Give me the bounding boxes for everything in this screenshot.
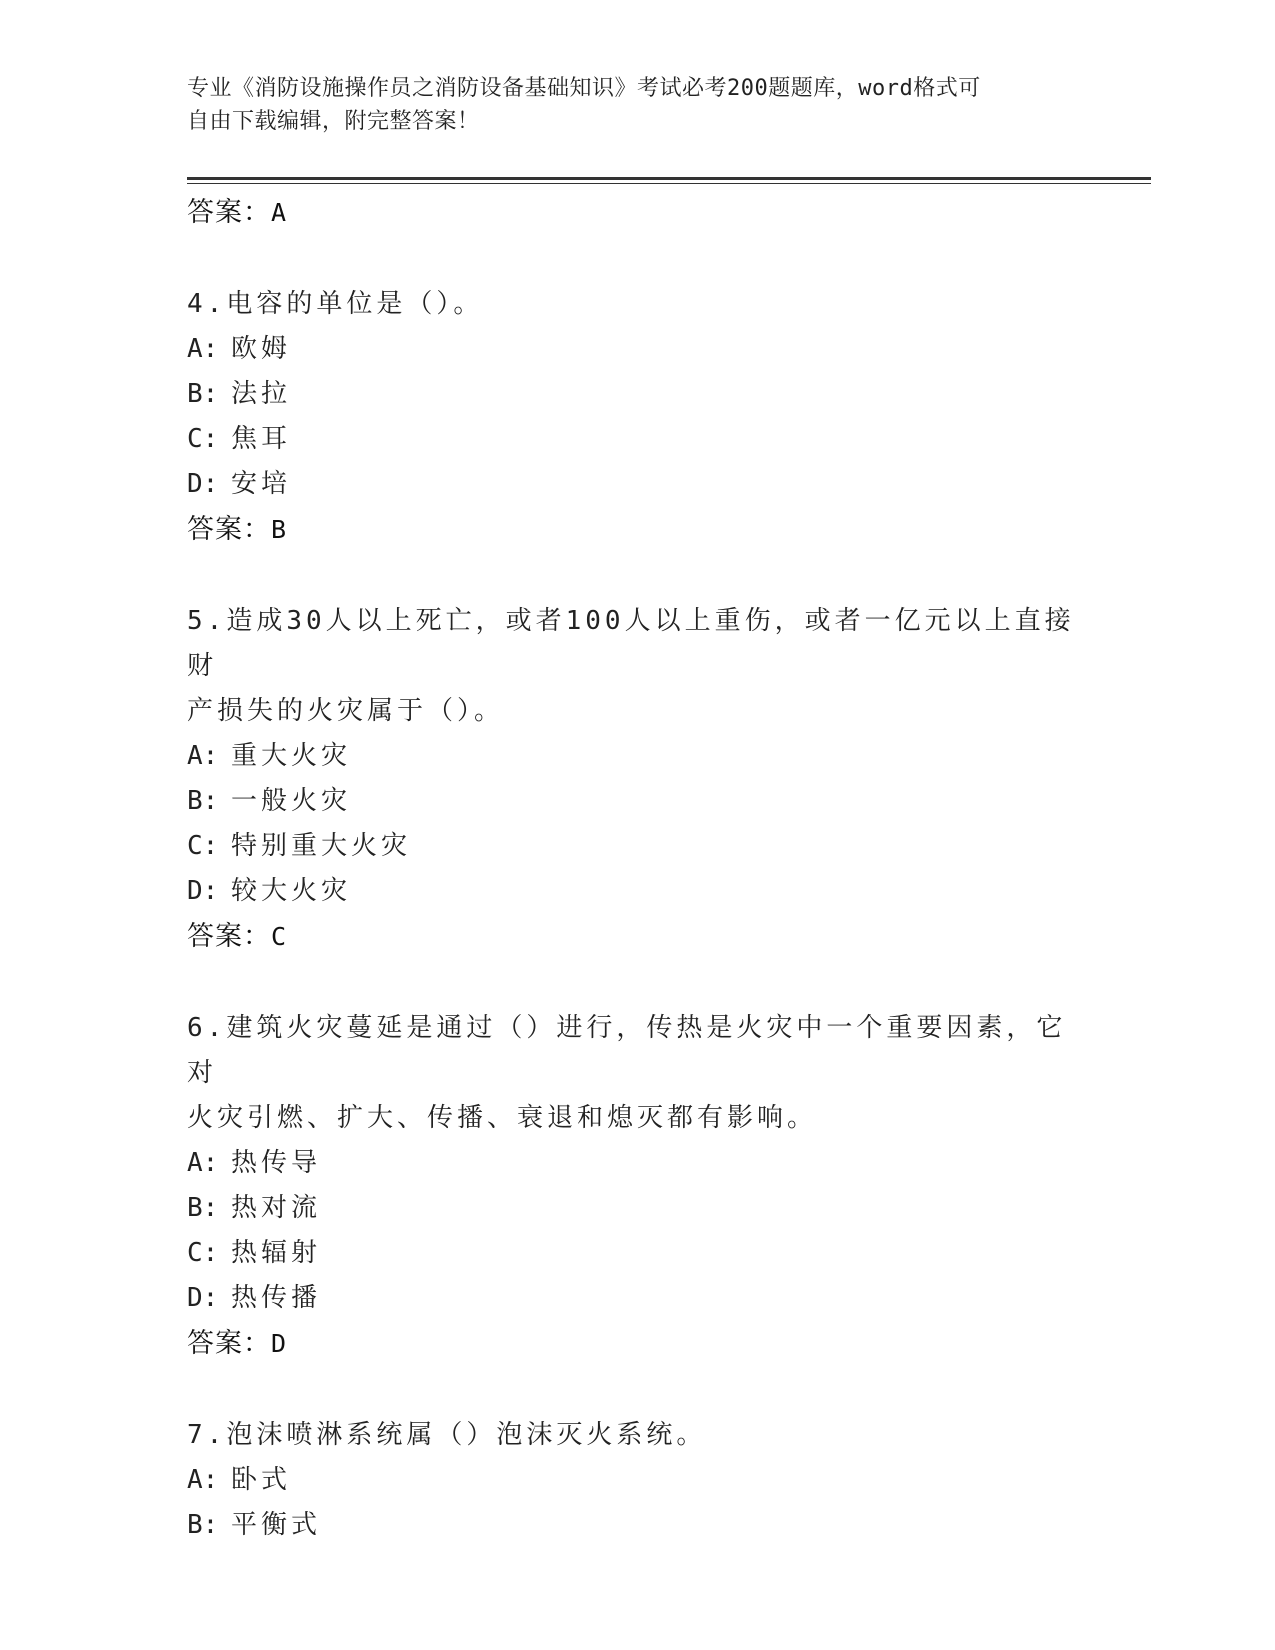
- question-number: 7.: [187, 1420, 227, 1450]
- question-text: [187, 599, 1087, 689]
- option-letter: C:: [187, 424, 219, 454]
- option-c: [187, 417, 1087, 462]
- option-text: 较大火灾: [231, 876, 352, 906]
- answer-line: [187, 914, 1087, 959]
- question-text-line: 火灾引燃、扩大、传播、衰退和熄灭都有影响。: [187, 1103, 818, 1133]
- answer-label: 答案：: [187, 921, 271, 952]
- question-block: [187, 1413, 1087, 1548]
- header-line-1: 专业《消防设施操作员之消防设备基础知识》考试必考200题题库，word格式可: [187, 76, 981, 101]
- option-text: 热传播: [231, 1283, 322, 1313]
- option-text: 法拉: [231, 379, 292, 409]
- answer-line: [187, 1321, 1087, 1366]
- option-letter: B:: [187, 379, 219, 409]
- header-divider-thick: [187, 177, 1151, 180]
- option-letter: B:: [187, 786, 219, 816]
- option-b: [187, 1503, 1087, 1548]
- option-a: [187, 327, 1087, 372]
- option-a: [187, 734, 1087, 779]
- option-letter: D:: [187, 469, 219, 499]
- question-block: [187, 599, 1087, 959]
- option-text: 一般火灾: [231, 786, 352, 816]
- option-b: [187, 372, 1087, 417]
- question-text: [187, 1006, 1087, 1096]
- option-letter: A:: [187, 334, 219, 364]
- question-text-line: 产损失的火灾属于（）。: [187, 696, 505, 726]
- option-a: [187, 1458, 1087, 1503]
- option-letter: C:: [187, 831, 219, 861]
- answer-value: A: [271, 198, 288, 227]
- answer-line: [187, 507, 1087, 552]
- option-letter: B:: [187, 1193, 219, 1223]
- question-block: [187, 1006, 1087, 1366]
- option-b: [187, 779, 1087, 824]
- question-list: [187, 190, 1087, 1548]
- option-letter: B:: [187, 1510, 219, 1540]
- question-text-line: 造成30人以上死亡，或者100人以上重伤，或者一亿元以上直接财: [187, 606, 1075, 681]
- spacer: [187, 959, 1087, 1006]
- option-letter: A:: [187, 1465, 219, 1495]
- question-text-line: 泡沫喷淋系统属（）泡沫灭火系统。: [226, 1420, 707, 1450]
- option-text: 热对流: [231, 1193, 322, 1223]
- option-text: 欧姆: [231, 334, 292, 364]
- spacer: [187, 1366, 1087, 1413]
- answer-label: 答案：: [187, 514, 271, 545]
- option-text: 特别重大火灾: [231, 831, 412, 861]
- option-text: 焦耳: [231, 424, 292, 454]
- option-c: [187, 1231, 1087, 1276]
- question-block: [187, 282, 1087, 552]
- option-letter: D:: [187, 876, 219, 906]
- answer-label: 答案：: [187, 1328, 271, 1359]
- option-text: 卧式: [231, 1465, 292, 1495]
- option-d: [187, 1276, 1087, 1321]
- question-text-line: 电容的单位是（）。: [226, 289, 484, 319]
- answer-value: B: [271, 515, 288, 544]
- option-d: [187, 869, 1087, 914]
- header-divider-thin: [187, 183, 1151, 184]
- question-text: [187, 1413, 1087, 1458]
- question-number: 4.: [187, 289, 227, 319]
- option-letter: A:: [187, 1148, 219, 1178]
- answer-value: C: [271, 922, 288, 951]
- question-number: 5.: [187, 606, 227, 636]
- option-text: 热传导: [231, 1148, 322, 1178]
- question-text-continued: [187, 689, 1087, 734]
- option-text: 热辐射: [231, 1238, 322, 1268]
- option-letter: D:: [187, 1283, 219, 1313]
- spacer: [187, 235, 1087, 282]
- option-d: [187, 462, 1087, 507]
- header-line-2: 自由下载编辑，附完整答案！: [187, 109, 480, 134]
- option-a: [187, 1141, 1087, 1186]
- option-b: [187, 1186, 1087, 1231]
- question-text-continued: [187, 1096, 1087, 1141]
- question-text-line: 建筑火灾蔓延是通过（）进行，传热是火灾中一个重要因素，它对: [187, 1013, 1067, 1088]
- page-header: [187, 72, 1067, 138]
- option-letter: A:: [187, 741, 219, 771]
- answer-value: D: [271, 1329, 288, 1358]
- answer-line: [187, 190, 1087, 235]
- question-text: [187, 282, 1087, 327]
- option-text: 重大火灾: [231, 741, 352, 771]
- option-text: 安培: [231, 469, 292, 499]
- question-number: 6.: [187, 1013, 227, 1043]
- spacer: [187, 552, 1087, 599]
- answer-label: 答案：: [187, 197, 271, 228]
- option-letter: C:: [187, 1238, 219, 1268]
- option-text: 平衡式: [231, 1510, 322, 1540]
- option-c: [187, 824, 1087, 869]
